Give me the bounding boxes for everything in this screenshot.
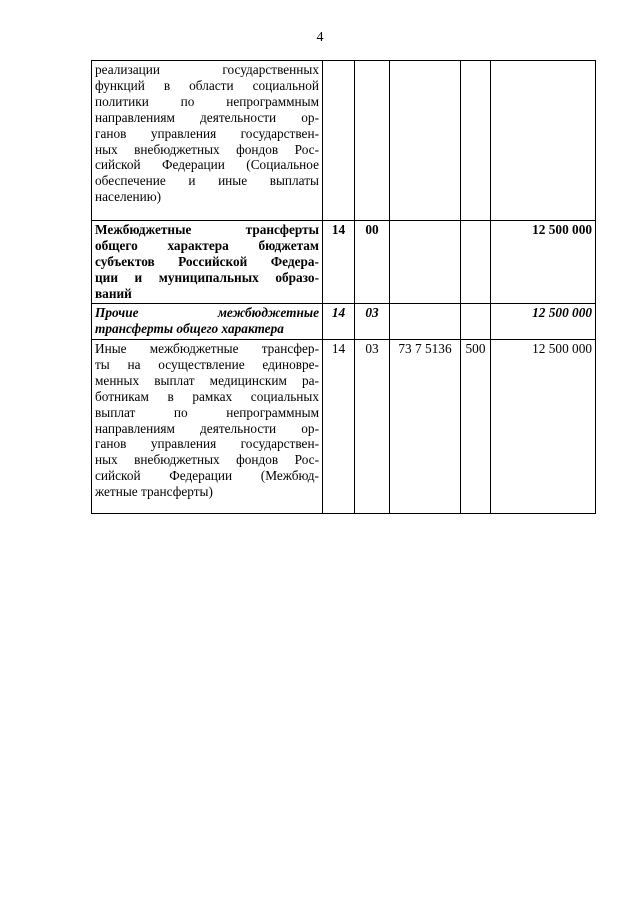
row-name-line: населению)	[95, 189, 162, 205]
table-row	[92, 304, 596, 340]
pr-cell	[355, 61, 390, 221]
row-name-line: ных внебюджетных фондов Рос-	[95, 141, 319, 157]
csr-cell	[390, 61, 461, 221]
sum-cell	[491, 61, 596, 221]
page-number: 4	[316, 30, 324, 45]
row-name-line: ции и муниципальных образо-	[95, 269, 319, 285]
table-row	[92, 340, 596, 514]
rz-cell: 14	[323, 221, 355, 304]
row-name-line: сийской Федерации (Межбюд-	[95, 468, 319, 484]
sum-cell: 12 500 000	[491, 221, 596, 304]
csr-cell	[390, 304, 461, 340]
vr-cell	[461, 221, 491, 304]
vr-cell	[461, 304, 491, 340]
pr-cell: 00	[355, 221, 390, 304]
row-name-line: обеспечение и иные выплаты	[95, 173, 319, 189]
row-name-line: функций в области социальной	[95, 77, 319, 93]
row-name-cell	[92, 340, 323, 514]
rz-cell: 14	[323, 304, 355, 340]
row-name-line: менных выплат медицинским ра-	[95, 372, 319, 388]
vr-cell	[461, 61, 491, 221]
row-name-line: трансферты общего характера	[95, 320, 284, 336]
row-name-line: Прочие межбюджетные	[95, 305, 319, 320]
sum-cell: 12 500 000	[491, 304, 596, 340]
row-name-line: направлениям деятельности ор-	[95, 109, 319, 125]
row-name-line: ных внебюджетных фондов Рос-	[95, 452, 319, 468]
row-name-line: общего характера бюджетам	[95, 237, 319, 253]
budget-table	[91, 60, 596, 514]
vr-cell: 500	[461, 340, 491, 514]
csr-cell	[390, 221, 461, 304]
rz-cell	[323, 61, 355, 221]
table-row	[92, 221, 596, 304]
csr-cell: 73 7 5136	[390, 340, 461, 514]
row-name-cell	[92, 221, 323, 304]
sum-cell: 12 500 000	[491, 340, 596, 514]
row-name-line: ваний	[95, 285, 132, 301]
row-name-line: политики по непрограммным	[95, 93, 319, 109]
row-name-line: ганов управления государствен-	[95, 125, 319, 141]
rz-cell: 14	[323, 340, 355, 514]
pr-cell: 03	[355, 304, 390, 340]
row-name-line: сийской Федерации (Социальное	[95, 157, 319, 173]
pr-cell: 03	[355, 340, 390, 514]
row-name-line: субъектов Российской Федера-	[95, 253, 319, 269]
row-name-line: направлениям деятельности ор-	[95, 420, 319, 436]
table-row	[92, 61, 596, 221]
row-name-line: ты на осуществление единовре-	[95, 356, 319, 372]
row-name-line: Иные межбюджетные трансфер-	[95, 341, 319, 356]
row-name-cell	[92, 304, 323, 340]
row-name-line: ботникам в рамках социальных	[95, 388, 319, 404]
row-name-line: реализации государственных	[95, 62, 319, 77]
row-name-line: Межбюджетные трансферты	[95, 222, 319, 237]
row-name-line: выплат по непрограммным	[95, 404, 319, 420]
row-name-line: жетные трансферты)	[95, 484, 213, 500]
row-name-cell	[92, 61, 323, 221]
row-name-line: ганов управления государствен-	[95, 436, 319, 452]
